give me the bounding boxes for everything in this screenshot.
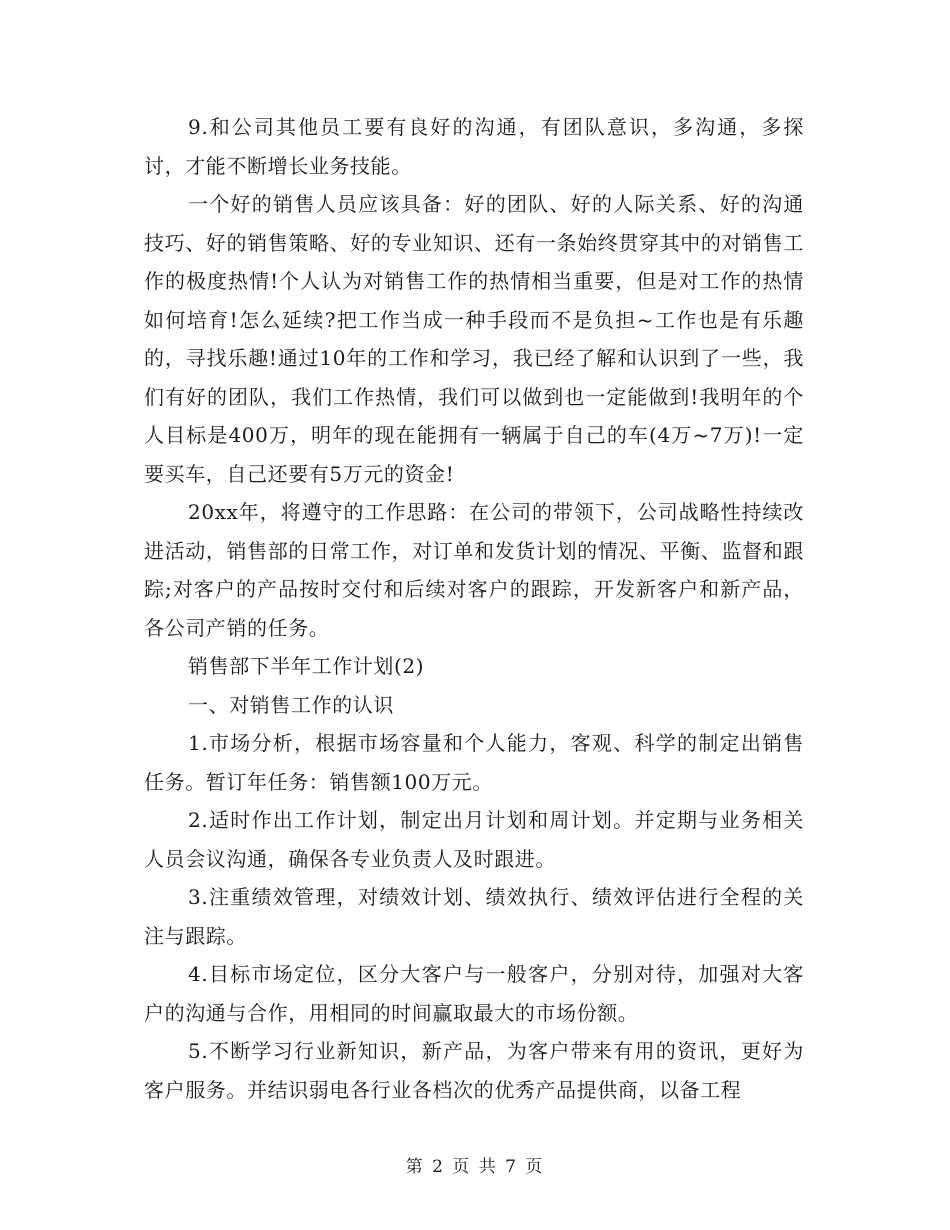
- list-item-1: 1.市场分析，根据市场容量和个人能力，客观、科学的制定出销售任务。暂订年任务：销售额100万元。: [144, 731, 804, 794]
- document-body: [144, 108, 804, 1109]
- list-item-4: 4.目标市场定位，区分大客户与一般客户，分别对待，加强对大客户的沟通与合作，用相同的时间赢取最大的市场份额。: [144, 962, 804, 1025]
- list-item-3: 3.注重绩效管理，对绩效计划、绩效执行、绩效评估进行全程的关注与跟踪。: [144, 885, 804, 948]
- page-number-footer: 第 2 页 共 7 页: [405, 1157, 545, 1177]
- subsection-title: 一、对销售工作的认识: [188, 692, 394, 717]
- paragraph-sales-qualities: 一个好的销售人员应该具备：好的团队、好的人际关系、好的沟通技巧、好的销售策略、好的专业知识、还有一条始终贯穿其中的对销售工作的极度热情!个人认为对销售工作的热情相当重要，但是对工作的热情如何培育!怎么延续?把工作当成一种手段而不是负担~工作也是有乐趣的，寻找乐趣!通过10年的工作和学习，我已经了解和认识到了一些，我们有好的团队，我们工作热情，我们可以做到也一定能做到!我明年的个人目标是400万，明年的现在能拥有一辆属于自己的车(4万~7万)!一定要买车，自己还要有5万元的资金!: [144, 192, 804, 486]
- paragraph-work-approach: 20xx年，将遵守的工作思路：在公司的带领下，公司战略性持续改进活动，销售部的日常工作，对订单和发货计划的情况、平衡、监督和跟踪;对客户的产品按时交付和后续对客户的跟踪，开发新客户和新产品，各公司产销的任务。: [144, 500, 804, 640]
- list-item-5: 5.不断学习行业新知识，新产品，为客户带来有用的资讯，更好为客户服务。并结识弱电各行业各档次的优秀产品提供商，以备工程: [144, 1039, 804, 1102]
- paragraph-item-9: 9.和公司其他员工要有良好的沟通，有团队意识，多沟通，多探讨，才能不断增长业务技能。: [144, 115, 804, 178]
- list-item-2: 2.适时作出工作计划，制定出月计划和周计划。并定期与业务相关人员会议沟通，确保各专业负责人及时跟进。: [144, 808, 804, 871]
- section-title: 销售部下半年工作计划(2): [188, 654, 425, 678]
